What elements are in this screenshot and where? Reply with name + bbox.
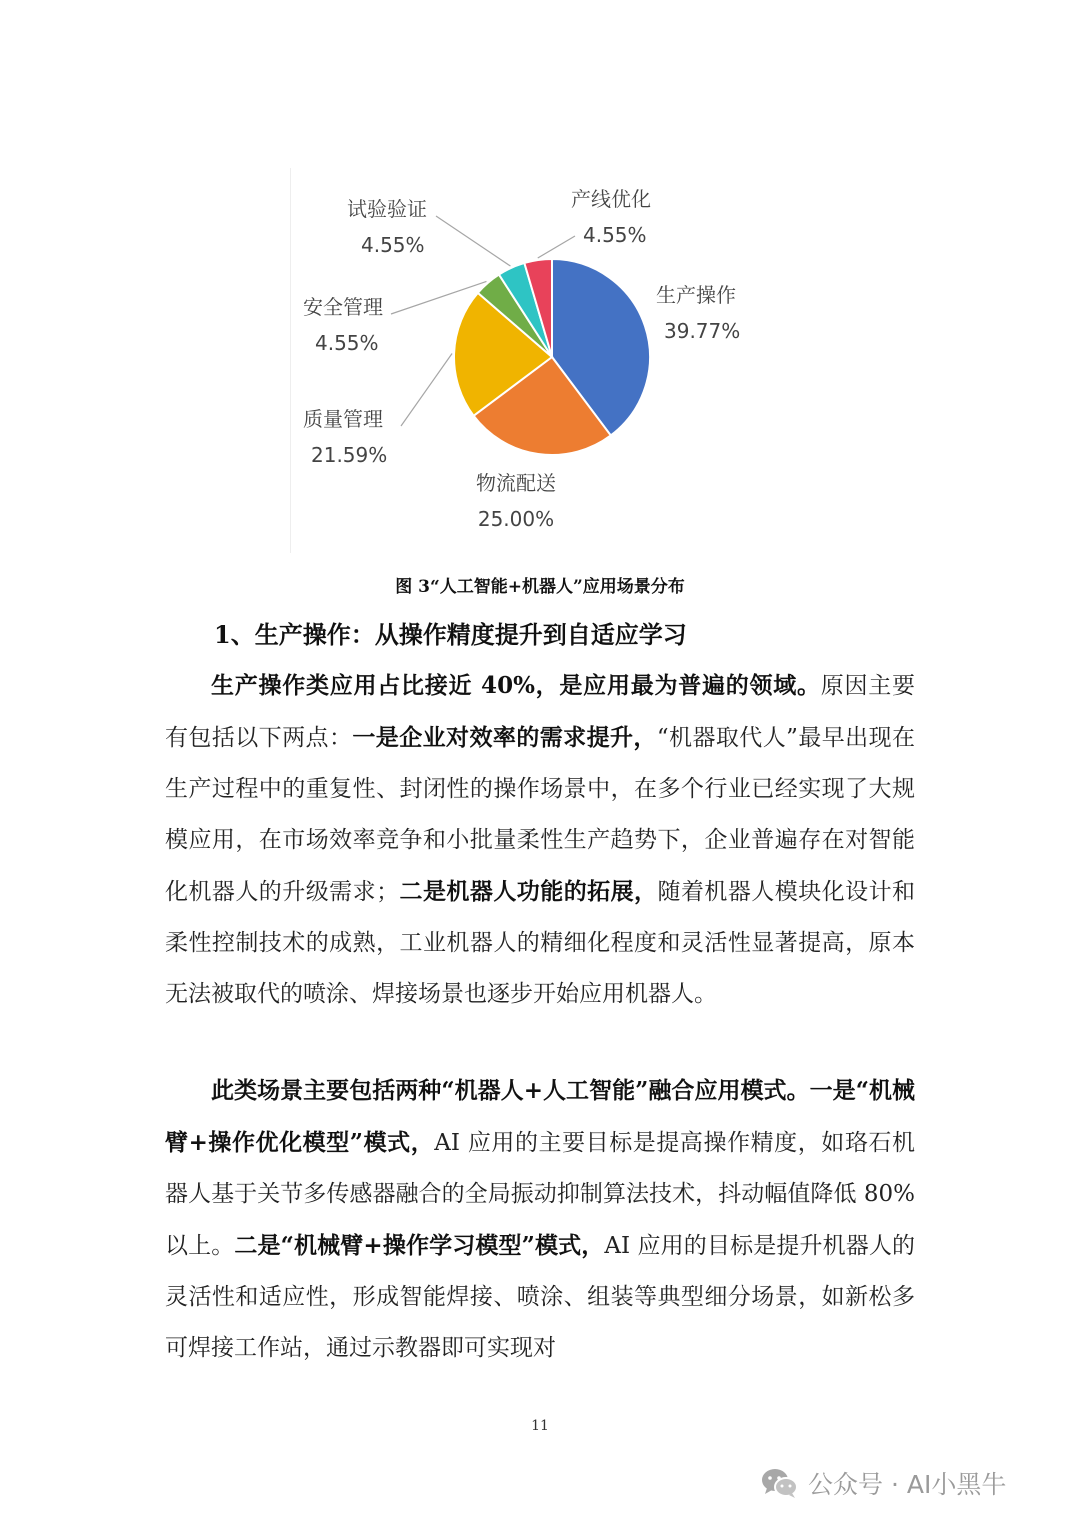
bold-text: 生产操作类应用占比接近 40%，是应用最为普遍的领域。	[211, 672, 821, 699]
body-text: AI 应用的目标是提升机器人的灵活性和适应性，形成智能焊接、喷涂、组装等典型细分场景，如新松多可焊接工作站，通过示教器即可实现对	[165, 1233, 916, 1361]
pie-chart	[290, 168, 791, 553]
pie-chart-svg	[291, 168, 791, 553]
slice-name-safety: 安全管理	[303, 295, 383, 319]
leader-line-testing	[436, 216, 510, 266]
slice-value-logistics: 25.00%	[477, 507, 555, 531]
bold-text: 二是“机械臂+操作学习模型”模式，	[234, 1232, 605, 1259]
slice-value-safety: 4.55%	[315, 331, 379, 355]
body-text: 随着机器人模块化设计和柔性控制技术的成熟，工业机器人的精细化程度和灵活性显著提高，原本无法被取代的喷涂、焊接场景也逐步开始应用机器人。	[165, 879, 916, 1007]
leader-line-quality	[401, 353, 452, 426]
bold-text: 此类场景主要包括两种“机器人+人工智能”融合应用模式。一是“机械臂+操作优化模型”模式，	[165, 1077, 915, 1156]
slice-value-quality: 21.59%	[311, 443, 388, 467]
slice-value-production: 39.77%	[664, 319, 741, 343]
wechat-icon	[760, 1466, 800, 1500]
body-text: 原因主要有包括以下两点：	[165, 673, 915, 751]
slice-name-quality: 质量管理	[303, 407, 383, 431]
slice-value-line-optimization: 4.55%	[583, 223, 647, 247]
paragraph-1	[165, 660, 915, 1020]
body-text: “机器取代人”最早出现在生产过程中的重复性、封闭性的操作场景中，在多个行业已经实现了大规模应用，在市场效率竞争和小批量柔性生产趋势下，企业普遍存在对智能化机器人的升级需求；	[165, 725, 916, 905]
leader-line-line-optimization	[538, 236, 575, 258]
slice-name-line-optimization: 产线优化	[571, 187, 651, 211]
watermark-text: 公众号 · AI小黑牛	[808, 1470, 1007, 1499]
paragraph-2	[165, 1065, 915, 1374]
figure-caption: 图 3“人工智能+机器人”应用场景分布	[395, 577, 685, 597]
bold-text: 一是企业对效率的需求提升，	[352, 724, 657, 751]
watermark	[760, 1463, 1006, 1503]
slice-name-production: 生产操作	[656, 283, 736, 307]
section-heading: 1、生产操作：从操作精度提升到自适应学习	[214, 620, 687, 649]
page-number: 11	[531, 1418, 549, 1434]
slice-name-testing: 试验验证	[347, 197, 427, 221]
body-text: AI 应用的主要目标是提高操作精度，如珞石机器人基于关节多传感器融合的全局振动抑制算法技术，抖动幅值降低 80%以上。	[165, 1130, 915, 1259]
bold-text: 二是机器人功能的拓展，	[399, 878, 658, 905]
slice-name-logistics: 物流配送	[476, 471, 556, 495]
slice-value-testing: 4.55%	[361, 233, 425, 257]
